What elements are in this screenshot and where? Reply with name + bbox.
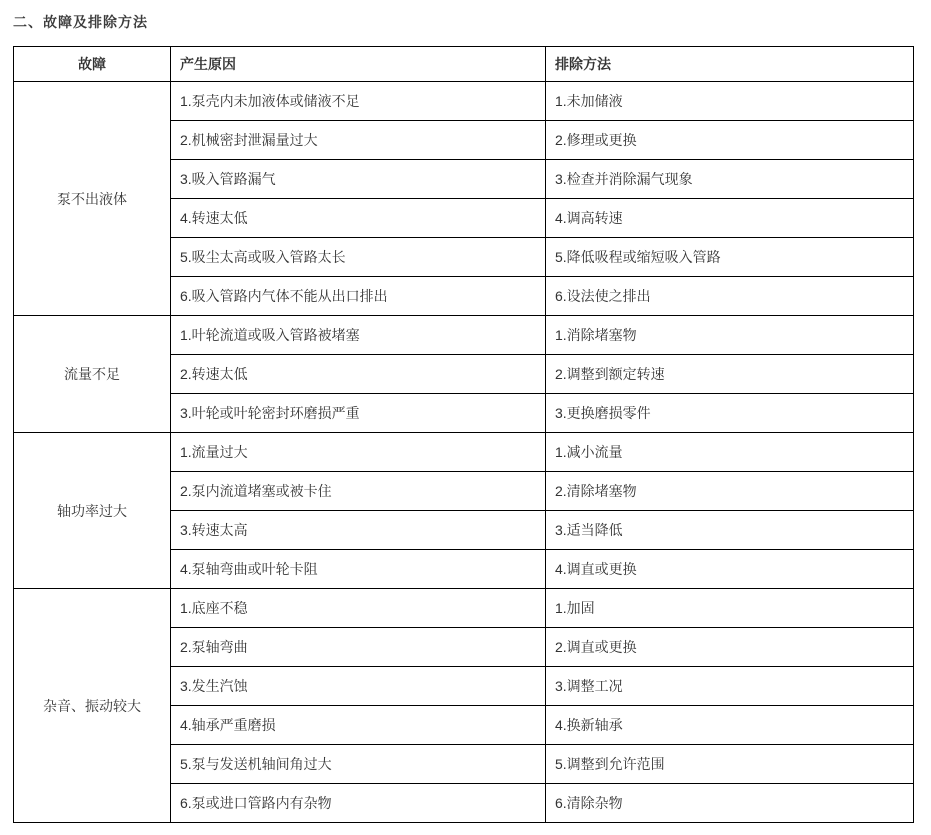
fault-table [13,46,914,823]
remedy-cell: 2.调直或更换 [546,628,914,667]
cause-cell: 2.机械密封泄漏量过大 [171,121,546,160]
remedy-cell: 3.调整工况 [546,667,914,706]
remedy-cell: 2.清除堵塞物 [546,472,914,511]
table-row [14,589,914,628]
header-remedy: 排除方法 [546,47,914,82]
header-cause: 产生原因 [171,47,546,82]
header-fault: 故障 [14,47,171,82]
remedy-cell: 1.未加储液 [546,82,914,121]
remedy-cell: 2.修理或更换 [546,121,914,160]
remedy-cell: 5.降低吸程或缩短吸入管路 [546,238,914,277]
cause-cell: 1.叶轮流道或吸入管路被堵塞 [171,316,546,355]
cause-cell: 1.泵壳内未加液体或储液不足 [171,82,546,121]
remedy-cell: 4.调直或更换 [546,550,914,589]
cause-cell: 1.流量过大 [171,433,546,472]
cause-cell: 4.泵轴弯曲或叶轮卡阻 [171,550,546,589]
remedy-cell: 6.设法使之排出 [546,277,914,316]
fault-cell: 轴功率过大 [14,433,171,589]
remedy-cell: 1.减小流量 [546,433,914,472]
remedy-cell: 3.适当降低 [546,511,914,550]
remedy-cell: 1.加固 [546,589,914,628]
cause-cell: 2.转速太低 [171,355,546,394]
header-row [14,47,914,82]
fault-cell: 泵不出液体 [14,82,171,316]
cause-cell: 2.泵内流道堵塞或被卡住 [171,472,546,511]
remedy-cell: 6.清除杂物 [546,784,914,823]
cause-cell: 3.发生汽蚀 [171,667,546,706]
fault-cell: 流量不足 [14,316,171,433]
cause-cell: 6.吸入管路内气体不能从出口排出 [171,277,546,316]
cause-cell: 3.转速太高 [171,511,546,550]
cause-cell: 3.叶轮或叶轮密封环磨损严重 [171,394,546,433]
cause-cell: 4.转速太低 [171,199,546,238]
cause-cell: 5.吸尘太高或吸入管路太长 [171,238,546,277]
cause-cell: 4.轴承严重磨损 [171,706,546,745]
remedy-cell: 4.换新轴承 [546,706,914,745]
cause-cell: 3.吸入管路漏气 [171,160,546,199]
remedy-cell: 4.调高转速 [546,199,914,238]
section-title: 二、故障及排除方法 [13,14,148,30]
remedy-cell: 1.消除堵塞物 [546,316,914,355]
fault-cell: 杂音、振动较大 [14,589,171,823]
remedy-cell: 3.检查并消除漏气现象 [546,160,914,199]
remedy-cell: 5.调整到允许范围 [546,745,914,784]
remedy-cell: 2.调整到额定转速 [546,355,914,394]
cause-cell: 5.泵与发送机轴间角过大 [171,745,546,784]
fault-table-header [14,47,914,82]
cause-cell: 2.泵轴弯曲 [171,628,546,667]
table-row [14,316,914,355]
cause-cell: 6.泵或进口管路内有杂物 [171,784,546,823]
table-row [14,433,914,472]
remedy-cell: 3.更换磨损零件 [546,394,914,433]
cause-cell: 1.底座不稳 [171,589,546,628]
fault-table-body [14,82,914,823]
table-row [14,82,914,121]
